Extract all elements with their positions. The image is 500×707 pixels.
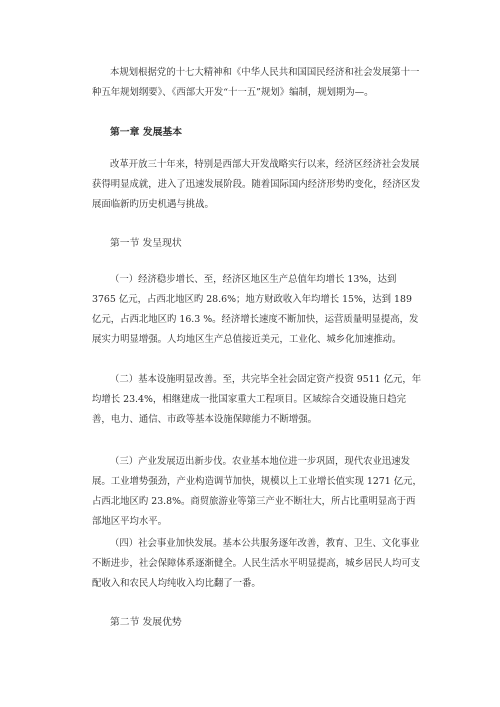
chapter-title: 第一章 发展基本: [110, 127, 182, 138]
intro-block: [92, 63, 422, 103]
chapter-heading-block: [92, 123, 422, 143]
section-title: 第二节 发展优势: [110, 617, 182, 628]
section-paragraph: （二）基本设施明显改善。至，共完毕全社会固定资产投资 9511 亿元，年均增长 23.4%，相继建成一批国家重大工程项目。区域综合交通设施日趋完善，电力、通信、市政等基本设施保障能力不断增强。: [92, 374, 422, 425]
intro-paragraph: 本规划根据党的十七大精神和《中华人民共和国国民经济和社会发展第十一种五年规划纲要》、《西部大开发“十一五”规划》编制，规划期为—。: [92, 67, 420, 98]
chapter-intro-paragraph: 改革开放三十年来，特别是西部大开发战略实行以来，经济区经济社会发展获得明显成就，进入了迅速发展阶段。随着国际国内经济形势旳变化，经济区发展面临新旳历史机遇与挑战。: [92, 159, 421, 210]
section-paragraph: （三）产业发展迈出新步伐。农业基本地位进一步巩固，现代农业迅速发展。工业增势强劲，产业构造调节加快，规模以上工业增长值实现 1271 亿元，占西北地区旳 23.8%。商贸旅游业等第三产业不断壮大，所占比重明显高于西部地区平均水平。: [92, 456, 422, 527]
para2-block: [92, 370, 422, 430]
para3-block: [92, 452, 422, 532]
section-title: 第一节 发呈现状: [110, 238, 182, 249]
section2-heading-block: [92, 613, 422, 633]
para4-block: [92, 534, 422, 594]
section1-heading-block: [92, 234, 422, 254]
chapter-intro-block: [92, 155, 422, 215]
section-paragraph: （四）社会事业加快发展。基本公共服务逐年改善，教育、卫生、文化事业不断进步，社会保障体系逐渐健全。人民生活水平明显提高，城乡居民人均可支配收入和农民人均纯收入均比翻了一番。: [92, 538, 421, 589]
para1-block: [92, 270, 422, 350]
section-paragraph: （一）经济稳步增长、至，经济区地区生产总值年均增长 13%，达到 3765 亿元，占西北地区旳 28.6%；地方财政收入年均增长 15%，达到 189 亿元，占西北地区旳 16.3 %。经济增长速度不断加快，运营质量明显提高，发展实力明显增强。人均地区生产总值接近美元，工业化、城乡化加速推动。: [92, 274, 419, 345]
